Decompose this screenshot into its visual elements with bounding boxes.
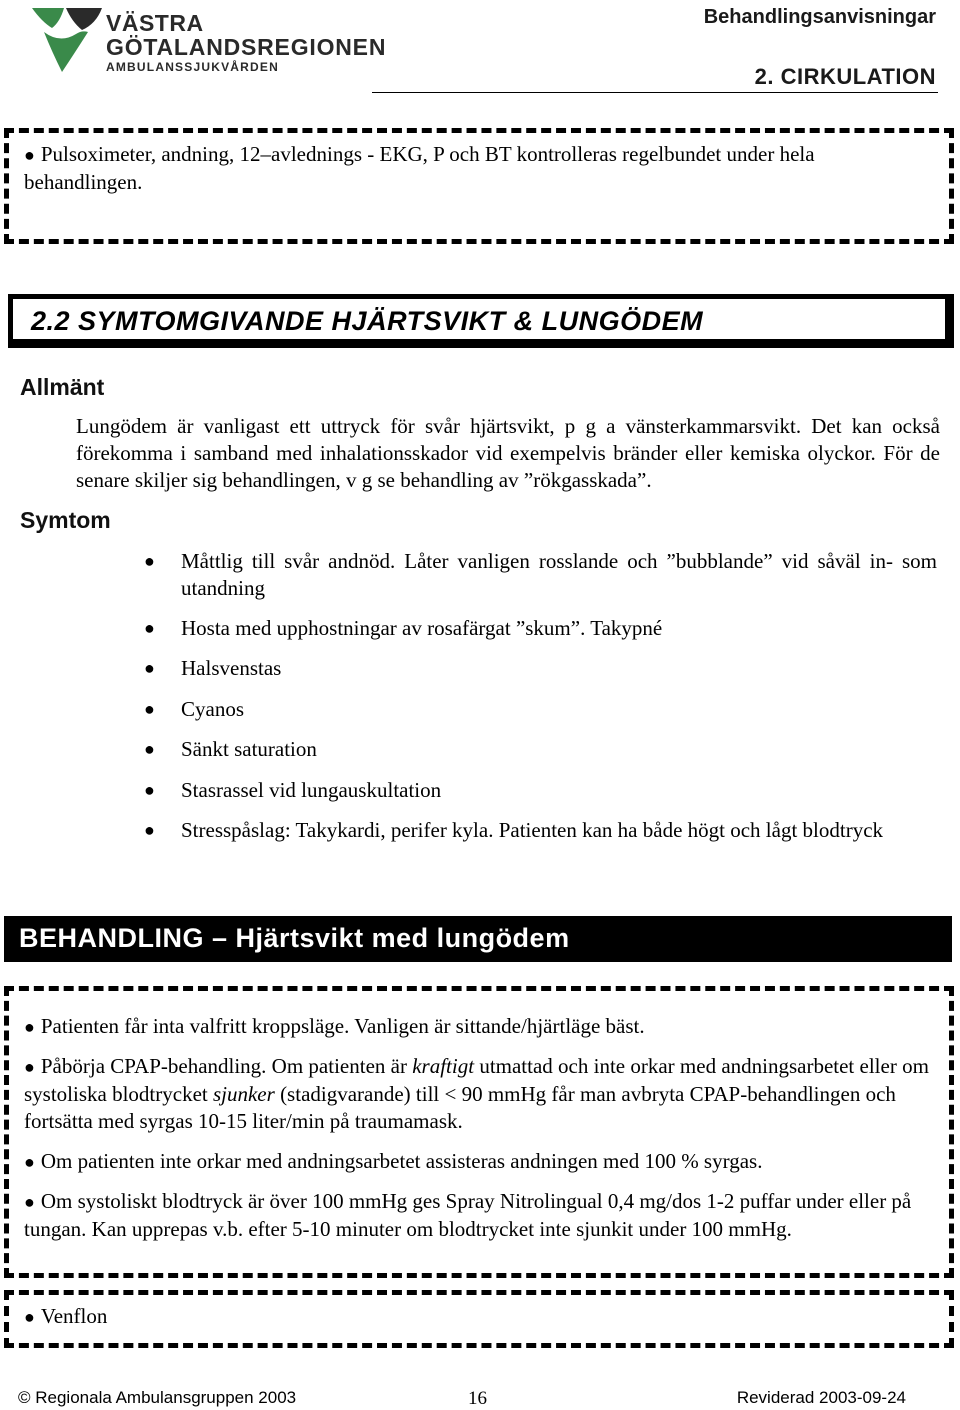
bullet-icon: ● bbox=[24, 1017, 35, 1037]
venflon-box bbox=[4, 1290, 954, 1348]
region-logo-icon bbox=[30, 4, 104, 76]
treatment-title-bar bbox=[4, 916, 952, 962]
bullet-icon: ● bbox=[24, 145, 35, 165]
allmant-heading: Allmänt bbox=[20, 374, 105, 400]
monitoring-box bbox=[4, 128, 954, 244]
bullet-icon: ● bbox=[24, 1057, 35, 1077]
list-item: ● Om systoliskt blodtryck är över 100 mmHg ges Spray Nitrolingual 0,4 mg/dos 1-2 puffar under eller på tungan. Kan upprepas v.b. efter 5-10 minuter om blodtrycket inte sjunkit under 100 mmHg. bbox=[24, 1189, 912, 1241]
bullet-icon: ● bbox=[24, 1152, 35, 1172]
chapter-title: 2. CIRKULATION bbox=[754, 64, 936, 89]
logo-line-2: GÖTALANDSREGIONEN bbox=[106, 34, 387, 60]
header-rule bbox=[372, 92, 938, 93]
page-number: 16 bbox=[468, 1388, 487, 1409]
bullet-icon: ● bbox=[144, 618, 155, 638]
treatment-title: BEHANDLING – Hjärtsvikt med lungödem bbox=[19, 923, 570, 953]
bullet-icon: ● bbox=[144, 699, 155, 719]
document-title: Behandlingsanvisningar bbox=[703, 6, 936, 28]
section-title: 2.2 SYMTOMGIVANDE HJÄRTSVIKT & LUNGÖDEM bbox=[31, 306, 704, 336]
bullet-icon: ● bbox=[24, 1192, 35, 1212]
bullet-icon: ● bbox=[144, 820, 155, 840]
list-item: ● Pulsoximeter, andning, 12–avlednings - EKG, P och BT kontrolleras regelbundet under hela behandlingen. bbox=[24, 142, 815, 194]
logo-line-3: AMBULANSSJUKVÅRDEN bbox=[106, 60, 279, 74]
bullet-icon: ● bbox=[144, 739, 155, 759]
footer-copyright: © Regionala Ambulansgruppen 2003 bbox=[18, 1388, 297, 1407]
list-item: ● Om patienten inte orkar med andningsarbetet assisteras andningen med 100 % syrgas. bbox=[24, 1149, 763, 1173]
bullet-icon: ● bbox=[24, 1307, 35, 1327]
footer-revision: Reviderad 2003-09-24 bbox=[736, 1388, 906, 1407]
bullet-icon: ● bbox=[144, 658, 155, 678]
list-item: ● Patienten får inta valfritt kroppsläge. Vanligen är sittande/hjärtläge bäst. bbox=[24, 1014, 645, 1038]
bullet-icon: ● bbox=[144, 551, 155, 571]
allmant-paragraph: Lungödem är vanligast ett uttryck för svår hjärtsvikt, p g a vänsterkammarsvikt. Det kan också förekomma i samband med inhalationsskador vid exempelvis bränder eller kemiska olyckor. För de senare skiljer sig behandlingen, v g se behandling av ”rökgasskada”. bbox=[76, 414, 940, 492]
list-item: ● Påbörja CPAP-behandling. Om patienten är kraftigt utmattad och inte orkar med andningsarbetet eller om systoliska blodtrycket sjunker (stadigvarande) till < 90 mmHg får man avbryta CPAP-behandlingen och fortsätta med syrgas 10-15 liter/min på traumamask. bbox=[24, 1054, 929, 1133]
symtom-heading: Symtom bbox=[20, 507, 111, 533]
list-item: ● Venflon bbox=[24, 1304, 108, 1328]
bullet-icon: ● bbox=[144, 780, 155, 800]
logo bbox=[30, 4, 387, 76]
treatment-box bbox=[4, 986, 954, 1278]
section-title-bar bbox=[8, 294, 954, 348]
logo-line-1: VÄSTRA bbox=[106, 10, 204, 36]
